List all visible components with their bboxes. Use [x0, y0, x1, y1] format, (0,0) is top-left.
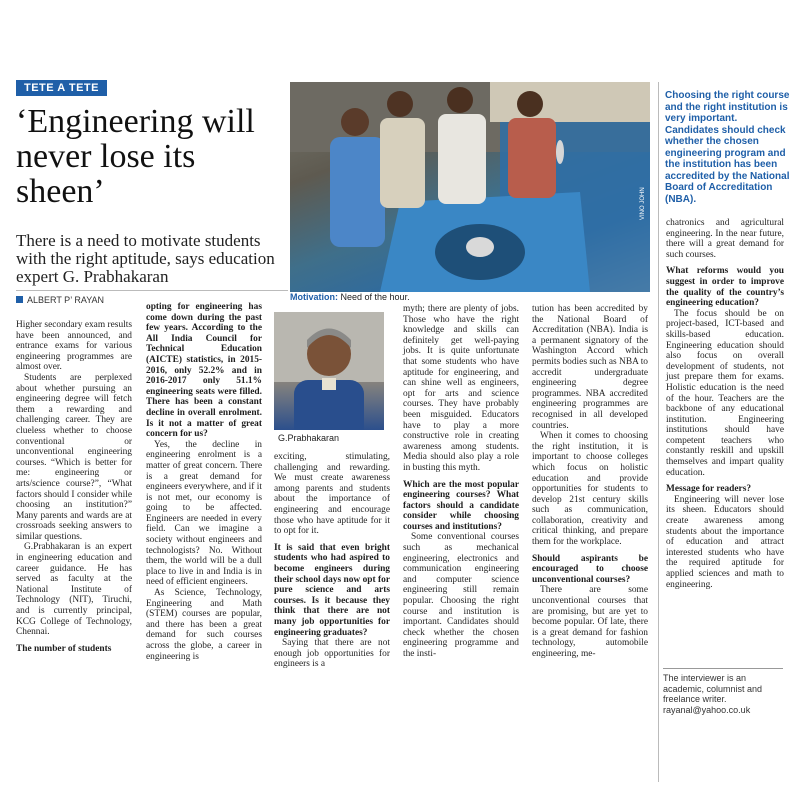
paragraph: As Science, Technology, Engineering and Math (STEM) courses are popular, and there has been a great demand for such courses across the globe, a career in engineering is: [146, 588, 262, 662]
paragraph: tution has been accredited by the National Board of Accreditation (NBA). India is a permanent signatory of the Washington Accord which permits bodies such as NBA to accredit undergraduate engineering degree programmes. NBA accredited engineering programmes are recognised in all developed countries.: [532, 304, 648, 431]
portrait-photo: [274, 312, 384, 430]
paragraph: exciting, stimulating, challenging and rewarding. We must create awareness among parents and students about the importance of engineering and encourage those who have aptitude for it to opt for it.: [274, 452, 390, 537]
paragraph: There are some unconventional courses that are promising, but are yet to become popular. Of late, there is a great demand for fashion technology, automobile engineering, me-: [532, 585, 648, 659]
byline: ALBERT P’ RAYAN: [16, 295, 104, 305]
column-divider: [658, 82, 659, 782]
paragraph: Students are perplexed about whether pursuing an engineering degree will fetch them a rewarding and challenging career. They are clueless whether to choose conventional or unconventional engineering courses. “Which is better for me: engineering or arts/science course?”, “What factors should I consider while choosing an institution?” Many parents and wards are at crossroads seeking answers to similar questions.: [16, 372, 132, 542]
headline: ‘Engineering will never lose its sheen’: [16, 103, 255, 210]
column-1: [16, 320, 132, 654]
column-3: [274, 452, 390, 670]
question: Should aspirants be encouraged to choose unconventional courses?: [532, 553, 648, 585]
photo-caption: Motivation: Need of the hour.: [290, 292, 410, 302]
students-photo-illustration: [290, 82, 650, 292]
question: The number of students: [16, 643, 112, 654]
question: opting for engineering has come down during the past few years. According to the All India Council for Technical Education (AICTE) statistics, in 2015-2016, only 52.2% and in 2016-2017 only 51.1% engineering seats were filled. There has been a constant decline in overall enrolment. Is it not a matter of great concern for us?: [146, 302, 262, 440]
paragraph: G.Prabhakaran is an expert in engineering education and career guidance. He has served as faculty at the National Institute of Technology (NIT), Tiruchi, and is currently principal, KCG College of Technology, Chennai.: [16, 542, 132, 638]
column-2: [146, 302, 262, 662]
interviewer-email: rayanal@yahoo.co.uk: [663, 704, 751, 715]
paragraph: Engineering will never lose its sheen. Educators should create awareness among students about the importance of education and attract interested students who have the required aptitude for applied sciences and math to engineering.: [666, 494, 784, 590]
paragraph: chatronics and agricultural engineering. In the near future, there will a great demand for such courses.: [666, 218, 784, 260]
main-photo: [290, 82, 650, 292]
paragraph: When it comes to choosing the right institution, it is important to choose colleges which focus on holistic education and provide opportunities for students to develop 21st century skills such as communication, collaboration, creativity and critical thinking, and prepare them for the workplace.: [532, 431, 648, 548]
section-tag: TETE A TETE: [16, 80, 107, 96]
question: Message for readers?: [666, 484, 752, 495]
paragraph: Yes, the decline in engineering enrolment is a matter of great concern. There is a great demand for engineers everywhere, and if it is not met, our economy is going to be affected. Engineers are needed in every field. Can we imagine a society without engineers and technologists? No. Without them, the world will be a dull place to live in and India is in need of efficient engineers.: [146, 439, 262, 588]
pull-quote: Choosing the right course and the right institution is very important. Candidates should check whether the chosen engineering program and the institution has been accredited by the National Board of Accreditation (NBA).: [665, 90, 790, 205]
portrait-caption: G.Prabhakaran: [278, 433, 340, 443]
paragraph: myth; there are plenty of jobs. Those who have the right knowledge and skills can definitely get well-paying jobs. It is quite unfortunate that some students who have aptitude for engineering, and can shine well as engineers, opt for arts and science courses. They have probably been misguided. Educators have to play a more constructive role in creating awareness among students. Media should also play a role in busting this myth.: [403, 304, 519, 473]
portrait-illustration: [274, 312, 384, 430]
divider: [16, 290, 288, 291]
interviewer-bio: The interviewer is an academic, columnist and freelance writer.: [663, 673, 763, 704]
deck: There is a need to motivate students with the right aptitude, says education expert G. Prabhakaran: [16, 231, 275, 286]
paragraph: Some conventional courses such as mechanical engineering, electronics and communication engineering and computer science engineering still remain popular. Choosing the right course and institution is important. Candidates should check whether the chosen engineering programme and the insti-: [403, 532, 519, 659]
interviewer-note: [663, 668, 783, 715]
column-5: [532, 304, 648, 660]
paragraph: Higher secondary exam results have been announced, and entrance exams for various engineering programmes are almost over.: [16, 320, 132, 373]
photo-credit: VINO JOHN: [640, 187, 646, 220]
paragraph: The focus should be on project-based, ICT-based and skills-based education. Engineering education should also focus on overall development of students, not just prepare them for exams. Holistic education is the need of the hour. Teachers are the backbone of any educational institution. Engineering institutions should have competent teachers who constantly reskill and upskill themselves and impart quality education.: [666, 308, 784, 478]
column-6: [666, 218, 784, 590]
paragraph: Saying that there are not enough job opportunities for engineers is a: [274, 638, 390, 670]
column-4: [403, 304, 519, 660]
question: It is said that even bright students who had aspired to become engineers during their school days now opt for pure science and arts courses. Is it because they think that there are not many job opportunities for engineering graduates?: [274, 542, 390, 638]
question: Which are the most popular engineering courses? What factors should a candidate consider while choosing courses and institutions?: [403, 479, 519, 532]
question: What reforms would you suggest in order to improve the quality of the country’s engineering education?: [666, 266, 784, 309]
